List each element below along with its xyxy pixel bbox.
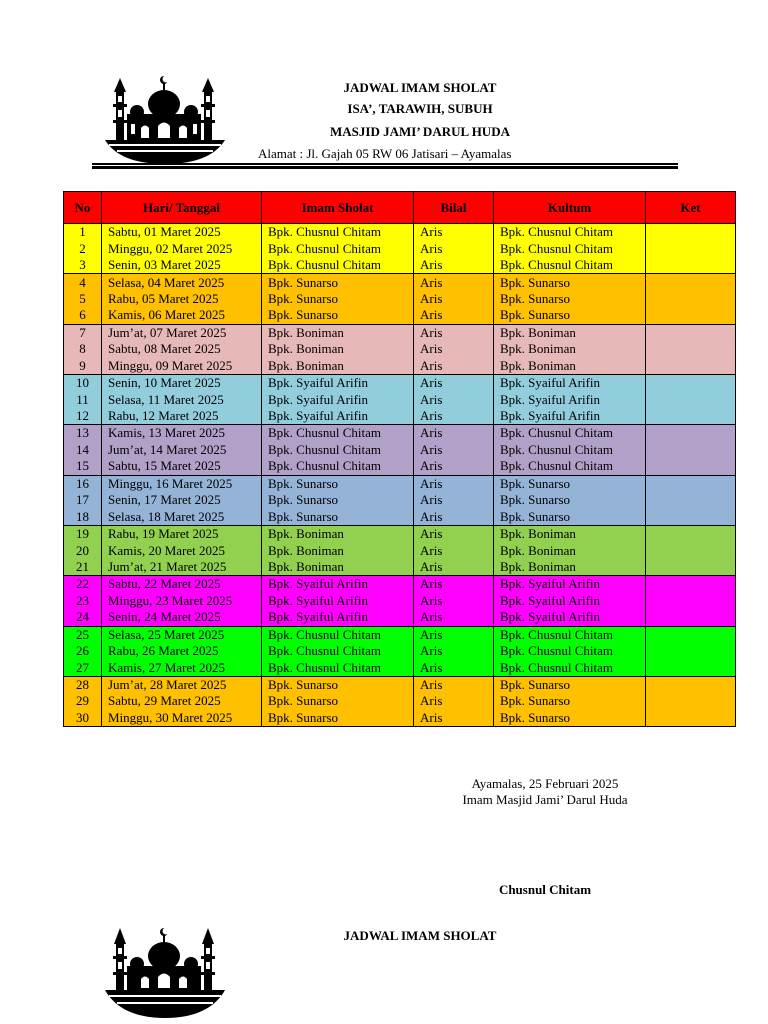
cell-imam: Bpk. Syaiful Arifin: [262, 609, 414, 626]
cell-no: 7: [64, 324, 102, 341]
cell-kultum: Bpk. Syaiful Arifin: [494, 391, 646, 407]
cell-imam: Bpk. Syaiful Arifin: [262, 391, 414, 407]
cell-date: Minggu, 09 Maret 2025: [102, 358, 262, 375]
table-row: [64, 659, 736, 676]
cell-no: 9: [64, 358, 102, 375]
cell-no: 10: [64, 374, 102, 391]
table-row: [64, 240, 736, 256]
table-row: [64, 609, 736, 626]
mosque-logo-page2: [103, 924, 227, 1020]
cell-imam: Bpk. Sunarso: [262, 307, 414, 324]
schedule-subtitle: ISA’, TARAWIH, SUBUH: [347, 101, 493, 116]
cell-ket: [646, 593, 736, 609]
cell-ket: [646, 341, 736, 357]
cell-imam: Bpk. Sunarso: [262, 508, 414, 525]
cell-ket: [646, 609, 736, 626]
cell-date: Rabu, 19 Maret 2025: [102, 525, 262, 542]
cell-imam: Bpk. Syaiful Arifin: [262, 576, 414, 593]
cell-kultum: Bpk. Boniman: [494, 559, 646, 576]
col-header-ket: Ket: [646, 192, 736, 224]
cell-kultum: Bpk. Syaiful Arifin: [494, 593, 646, 609]
cell-bilal: Aris: [414, 307, 494, 324]
cell-date: Selasa, 11 Maret 2025: [102, 391, 262, 407]
cell-bilal: Aris: [414, 508, 494, 525]
cell-bilal: Aris: [414, 492, 494, 508]
cell-ket: [646, 643, 736, 659]
cell-ket: [646, 391, 736, 407]
table-row: [64, 442, 736, 458]
cell-imam: Bpk. Boniman: [262, 559, 414, 576]
cell-no: 1: [64, 224, 102, 241]
table-row: [64, 425, 736, 442]
cell-date: Minggu, 30 Maret 2025: [102, 710, 262, 727]
mosque-logo: [103, 74, 227, 166]
cell-kultum: Bpk. Syaiful Arifin: [494, 374, 646, 391]
cell-ket: [646, 408, 736, 425]
cell-kultum: Bpk. Chusnul Chitam: [494, 626, 646, 643]
cell-imam: Bpk. Sunarso: [262, 693, 414, 709]
cell-ket: [646, 458, 736, 475]
cell-no: 17: [64, 492, 102, 508]
cell-bilal: Aris: [414, 240, 494, 256]
col-header-bilal: Bilal: [414, 192, 494, 224]
cell-no: 25: [64, 626, 102, 643]
cell-date: Minggu, 16 Maret 2025: [102, 475, 262, 492]
cell-kultum: Bpk. Sunarso: [494, 307, 646, 324]
cell-ket: [646, 358, 736, 375]
cell-ket: [646, 559, 736, 576]
table-row: [64, 542, 736, 558]
cell-kultum: Bpk. Chusnul Chitam: [494, 659, 646, 676]
cell-no: 11: [64, 391, 102, 407]
cell-ket: [646, 291, 736, 307]
cell-bilal: Aris: [414, 659, 494, 676]
cell-kultum: Bpk. Sunarso: [494, 676, 646, 693]
header-divider: [92, 163, 678, 165]
cell-bilal: Aris: [414, 224, 494, 241]
cell-no: 22: [64, 576, 102, 593]
cell-kultum: Bpk. Boniman: [494, 358, 646, 375]
cell-ket: [646, 425, 736, 442]
cell-ket: [646, 475, 736, 492]
cell-bilal: Aris: [414, 542, 494, 558]
cell-no: 3: [64, 257, 102, 274]
cell-bilal: Aris: [414, 274, 494, 291]
cell-imam: Bpk. Boniman: [262, 324, 414, 341]
cell-bilal: Aris: [414, 458, 494, 475]
table-row: [64, 408, 736, 425]
cell-bilal: Aris: [414, 475, 494, 492]
cell-kultum: Bpk. Chusnul Chitam: [494, 458, 646, 475]
mosque-address: Alamat : Jl. Gajah 05 RW 06 Jatisari – Ayamalas: [258, 146, 512, 161]
cell-bilal: Aris: [414, 358, 494, 375]
cell-imam: Bpk. Sunarso: [262, 291, 414, 307]
table-row: [64, 324, 736, 341]
schedule-table: [63, 191, 736, 727]
signature-name: Chusnul Chitam: [498, 882, 592, 897]
cell-date: Jum’at, 28 Maret 2025: [102, 676, 262, 693]
cell-ket: [646, 240, 736, 256]
cell-kultum: Bpk. Sunarso: [494, 492, 646, 508]
cell-imam: Bpk. Boniman: [262, 525, 414, 542]
table-row: [64, 391, 736, 407]
cell-imam: Bpk. Boniman: [262, 542, 414, 558]
cell-kultum: Bpk. Chusnul Chitam: [494, 643, 646, 659]
cell-no: 15: [64, 458, 102, 475]
cell-date: Jum’at, 14 Maret 2025: [102, 442, 262, 458]
cell-no: 13: [64, 425, 102, 442]
cell-no: 18: [64, 508, 102, 525]
cell-imam: Bpk. Chusnul Chitam: [262, 643, 414, 659]
cell-ket: [646, 508, 736, 525]
page2-title: JADWAL IMAM SHOLAT: [343, 928, 497, 943]
cell-no: 27: [64, 659, 102, 676]
cell-date: Jum’at, 21 Maret 2025: [102, 559, 262, 576]
cell-ket: [646, 224, 736, 241]
cell-bilal: Aris: [414, 425, 494, 442]
cell-imam: Bpk. Chusnul Chitam: [262, 224, 414, 241]
cell-kultum: Bpk. Boniman: [494, 324, 646, 341]
cell-bilal: Aris: [414, 576, 494, 593]
signature-place-date: Ayamalas, 25 Februari 2025: [471, 776, 619, 791]
cell-ket: [646, 710, 736, 727]
cell-no: 23: [64, 593, 102, 609]
cell-no: 6: [64, 307, 102, 324]
cell-imam: Bpk. Sunarso: [262, 492, 414, 508]
cell-bilal: Aris: [414, 559, 494, 576]
cell-no: 30: [64, 710, 102, 727]
header-divider-thick: [92, 166, 678, 169]
cell-date: Sabtu, 01 Maret 2025: [102, 224, 262, 241]
cell-bilal: Aris: [414, 643, 494, 659]
cell-bilal: Aris: [414, 442, 494, 458]
table-row: [64, 710, 736, 727]
schedule-title: JADWAL IMAM SHOLAT: [343, 80, 497, 95]
table-row: [64, 693, 736, 709]
table-row: [64, 626, 736, 643]
cell-kultum: Bpk. Chusnul Chitam: [494, 425, 646, 442]
cell-date: Sabtu, 08 Maret 2025: [102, 341, 262, 357]
table-row: [64, 341, 736, 357]
cell-bilal: Aris: [414, 257, 494, 274]
cell-date: Kamis, 06 Maret 2025: [102, 307, 262, 324]
cell-kultum: Bpk. Syaiful Arifin: [494, 408, 646, 425]
cell-kultum: Bpk. Chusnul Chitam: [494, 257, 646, 274]
cell-date: Senin, 17 Maret 2025: [102, 492, 262, 508]
cell-date: Sabtu, 29 Maret 2025: [102, 693, 262, 709]
cell-date: Selasa, 18 Maret 2025: [102, 508, 262, 525]
cell-imam: Bpk. Boniman: [262, 341, 414, 357]
cell-date: Jum’at, 07 Maret 2025: [102, 324, 262, 341]
cell-kultum: Bpk. Sunarso: [494, 475, 646, 492]
cell-ket: [646, 576, 736, 593]
cell-no: 16: [64, 475, 102, 492]
cell-ket: [646, 693, 736, 709]
cell-date: Senin, 10 Maret 2025: [102, 374, 262, 391]
signature-title: Imam Masjid Jami’ Darul Huda: [462, 792, 628, 807]
cell-kultum: Bpk. Chusnul Chitam: [494, 224, 646, 241]
cell-imam: Bpk. Chusnul Chitam: [262, 458, 414, 475]
cell-bilal: Aris: [414, 710, 494, 727]
cell-ket: [646, 626, 736, 643]
table-header-row: [64, 192, 736, 224]
mosque-name: MASJID JAMI’ DARUL HUDA: [330, 124, 510, 139]
cell-no: 19: [64, 525, 102, 542]
cell-bilal: Aris: [414, 374, 494, 391]
cell-imam: Bpk. Sunarso: [262, 475, 414, 492]
cell-imam: Bpk. Sunarso: [262, 710, 414, 727]
cell-kultum: Bpk. Sunarso: [494, 693, 646, 709]
cell-no: 28: [64, 676, 102, 693]
cell-ket: [646, 676, 736, 693]
cell-no: 2: [64, 240, 102, 256]
cell-imam: Bpk. Chusnul Chitam: [262, 425, 414, 442]
cell-ket: [646, 324, 736, 341]
cell-kultum: Bpk. Sunarso: [494, 508, 646, 525]
table-row: [64, 593, 736, 609]
table-row: [64, 559, 736, 576]
cell-kultum: Bpk. Boniman: [494, 542, 646, 558]
cell-date: Rabu, 12 Maret 2025: [102, 408, 262, 425]
cell-date: Kamis, 20 Maret 2025: [102, 542, 262, 558]
cell-imam: Bpk. Syaiful Arifin: [262, 593, 414, 609]
col-header-date: Hari/ Tanggal: [102, 192, 262, 224]
table-row: [64, 458, 736, 475]
cell-ket: [646, 257, 736, 274]
schedule-body: [64, 224, 736, 727]
cell-bilal: Aris: [414, 408, 494, 425]
cell-ket: [646, 659, 736, 676]
cell-date: Minggu, 02 Maret 2025: [102, 240, 262, 256]
cell-bilal: Aris: [414, 626, 494, 643]
cell-bilal: Aris: [414, 593, 494, 609]
cell-date: Rabu, 05 Maret 2025: [102, 291, 262, 307]
cell-kultum: Bpk. Syaiful Arifin: [494, 609, 646, 626]
cell-ket: [646, 442, 736, 458]
cell-no: 24: [64, 609, 102, 626]
cell-imam: Bpk. Chusnul Chitam: [262, 442, 414, 458]
cell-imam: Bpk. Sunarso: [262, 676, 414, 693]
cell-date: Sabtu, 15 Maret 2025: [102, 458, 262, 475]
table-row: [64, 475, 736, 492]
table-row: [64, 358, 736, 375]
cell-ket: [646, 274, 736, 291]
table-row: [64, 643, 736, 659]
cell-kultum: Bpk. Chusnul Chitam: [494, 240, 646, 256]
cell-kultum: Bpk. Sunarso: [494, 710, 646, 727]
table-row: [64, 307, 736, 324]
cell-date: Kamis, 27 Maret 2025: [102, 659, 262, 676]
table-row: [64, 576, 736, 593]
cell-ket: [646, 374, 736, 391]
col-header-no: No: [64, 192, 102, 224]
cell-no: 26: [64, 643, 102, 659]
cell-date: Minggu, 23 Maret 2025: [102, 593, 262, 609]
cell-date: Selasa, 04 Maret 2025: [102, 274, 262, 291]
cell-kultum: Bpk. Chusnul Chitam: [494, 442, 646, 458]
cell-no: 12: [64, 408, 102, 425]
table-row: [64, 257, 736, 274]
cell-imam: Bpk. Chusnul Chitam: [262, 626, 414, 643]
table-row: [64, 224, 736, 241]
cell-date: Rabu, 26 Maret 2025: [102, 643, 262, 659]
cell-kultum: Bpk. Sunarso: [494, 274, 646, 291]
cell-imam: Bpk. Sunarso: [262, 274, 414, 291]
table-row: [64, 508, 736, 525]
cell-no: 8: [64, 341, 102, 357]
cell-imam: Bpk. Chusnul Chitam: [262, 240, 414, 256]
cell-no: 14: [64, 442, 102, 458]
cell-kultum: Bpk. Syaiful Arifin: [494, 576, 646, 593]
cell-ket: [646, 525, 736, 542]
cell-imam: Bpk. Chusnul Chitam: [262, 257, 414, 274]
cell-imam: Bpk. Chusnul Chitam: [262, 659, 414, 676]
col-header-imam: Imam Sholat: [262, 192, 414, 224]
cell-date: Kamis, 13 Maret 2025: [102, 425, 262, 442]
cell-ket: [646, 492, 736, 508]
table-row: [64, 676, 736, 693]
cell-bilal: Aris: [414, 525, 494, 542]
cell-no: 20: [64, 542, 102, 558]
cell-no: 21: [64, 559, 102, 576]
cell-no: 5: [64, 291, 102, 307]
cell-bilal: Aris: [414, 341, 494, 357]
cell-date: Sabtu, 22 Maret 2025: [102, 576, 262, 593]
table-row: [64, 274, 736, 291]
cell-ket: [646, 307, 736, 324]
cell-kultum: Bpk. Sunarso: [494, 291, 646, 307]
cell-bilal: Aris: [414, 676, 494, 693]
cell-bilal: Aris: [414, 609, 494, 626]
table-row: [64, 374, 736, 391]
cell-bilal: Aris: [414, 324, 494, 341]
cell-kultum: Bpk. Boniman: [494, 341, 646, 357]
table-row: [64, 492, 736, 508]
cell-bilal: Aris: [414, 291, 494, 307]
cell-date: Selasa, 25 Maret 2025: [102, 626, 262, 643]
cell-no: 29: [64, 693, 102, 709]
cell-date: Senin, 03 Maret 2025: [102, 257, 262, 274]
cell-no: 4: [64, 274, 102, 291]
col-header-kultum: Kultum: [494, 192, 646, 224]
cell-imam: Bpk. Boniman: [262, 358, 414, 375]
cell-imam: Bpk. Syaiful Arifin: [262, 374, 414, 391]
table-row: [64, 291, 736, 307]
cell-ket: [646, 542, 736, 558]
cell-date: Senin, 24 Maret 2025: [102, 609, 262, 626]
cell-bilal: Aris: [414, 391, 494, 407]
cell-imam: Bpk. Syaiful Arifin: [262, 408, 414, 425]
cell-kultum: Bpk. Boniman: [494, 525, 646, 542]
cell-bilal: Aris: [414, 693, 494, 709]
table-row: [64, 525, 736, 542]
